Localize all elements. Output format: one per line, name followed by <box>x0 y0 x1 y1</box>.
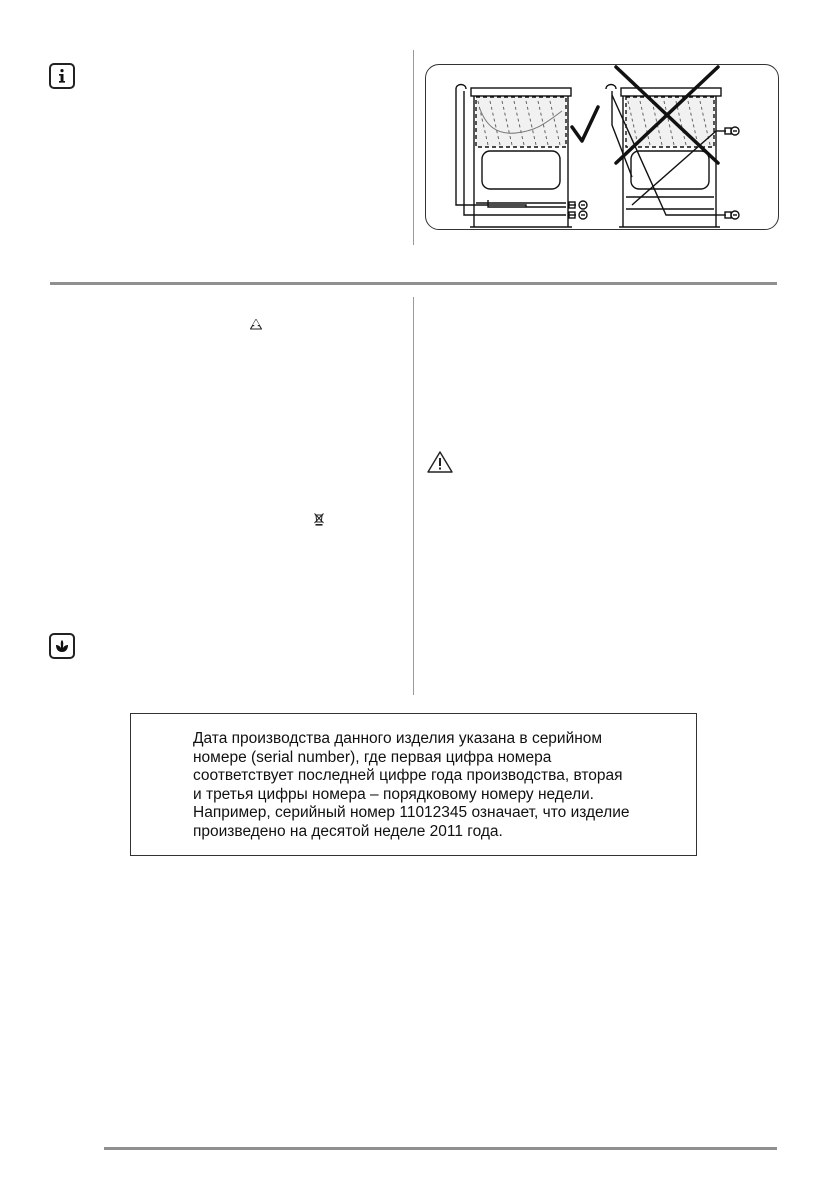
correct-installation-diagram <box>456 85 587 228</box>
note-line: произведено на десятой неделе 2011 года. <box>193 822 503 840</box>
lower-column-divider <box>413 297 414 695</box>
note-line: Дата производства данного изделия указана в серийном <box>193 730 603 747</box>
note-line: номере (serial number), где первая цифра номера <box>193 748 552 766</box>
recycle-icon <box>249 318 263 332</box>
note-text <box>193 730 673 842</box>
crossed-bin-icon <box>313 512 325 526</box>
production-date-note <box>130 713 697 856</box>
note-line: и третья цифры номера – порядковому номеру недели. <box>193 785 594 803</box>
note-line: Например, серийный номер 11012345 означает, что изделие <box>193 804 630 822</box>
installation-figure <box>425 64 779 230</box>
info-icon <box>49 63 75 89</box>
environment-icon <box>49 633 75 659</box>
footer-rule <box>104 1147 777 1150</box>
note-line: соответствует последней цифре года производства, вторая <box>193 767 623 785</box>
top-column-divider <box>413 50 414 245</box>
section-rule <box>50 282 777 285</box>
checkmark-icon <box>572 107 598 141</box>
warning-icon <box>426 450 454 474</box>
